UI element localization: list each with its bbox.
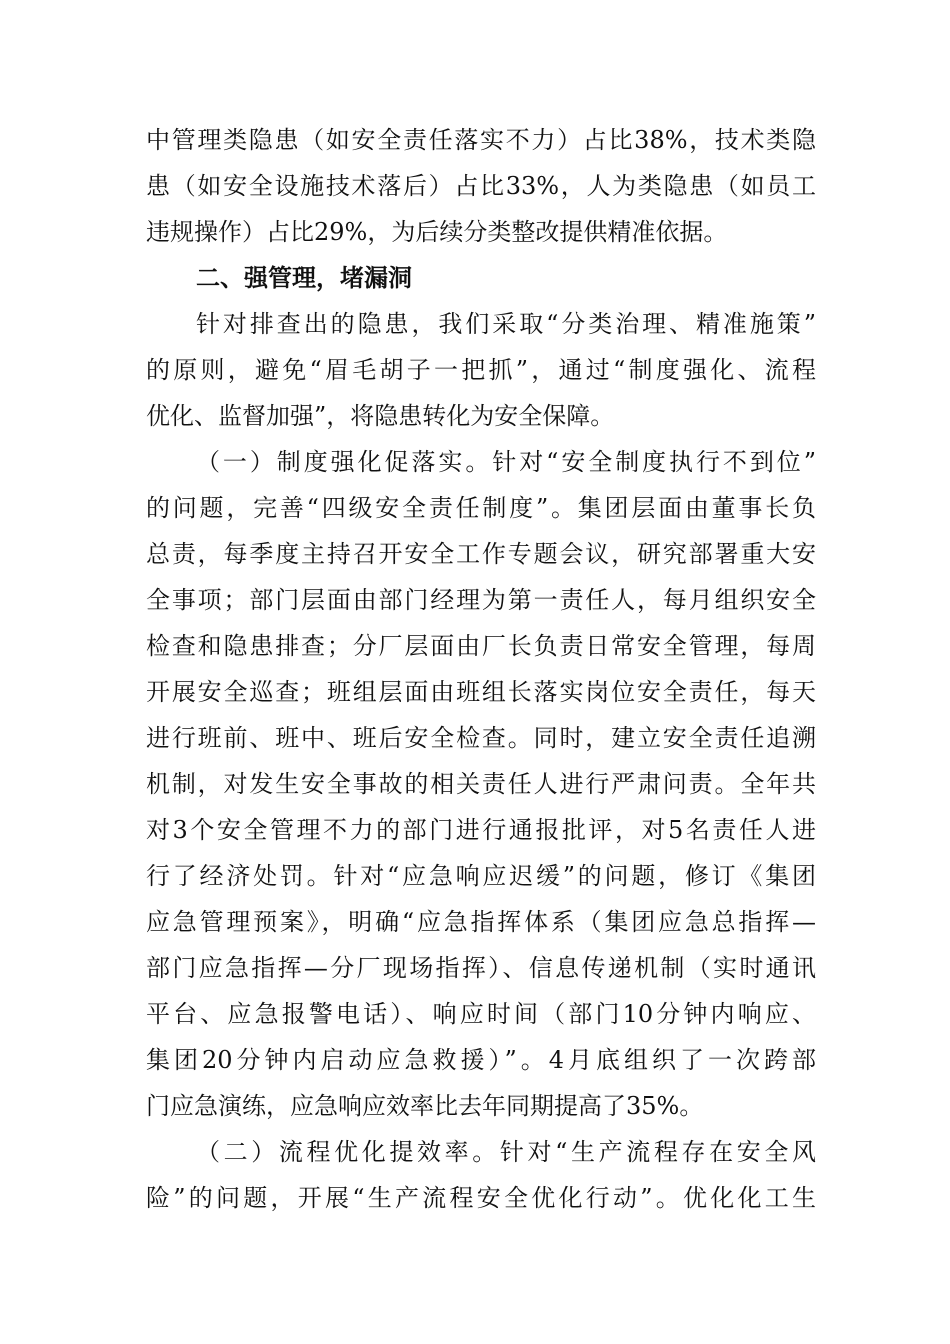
body-text-line: 患（如安全设施技术落后）占比33%，人为类隐患（如员工 [146,172,816,200]
body-text-line: 中管理类隐患（如安全责任落实不力）占比38%，技术类隐 [146,126,816,154]
body-text-line: 总责，每季度主持召开安全工作专题会议，研究部署重大安 [146,540,816,568]
body-text-line: 的原则，避免“眉毛胡子一把抓”，通过“制度强化、流程 [146,356,816,384]
body-text-line: 违规操作）占比29%，为后续分类整改提供精准依据。 [146,218,728,246]
body-text-line: 进行班前、班中、班后安全检查。同时，建立安全责任追溯 [146,724,816,752]
subsection-lead-line: （二）流程优化提效率。针对“生产流程存在安全风 [196,1138,816,1166]
body-text-line: 全事项；部门层面由部门经理为第一责任人，每月组织安全 [146,586,816,614]
section-heading: 二、强管理，堵漏洞 [196,264,412,292]
body-text-line: 的问题，完善“四级安全责任制度”。集团层面由董事长负 [146,494,816,522]
body-text-line: 集团20分钟内启动应急救援）”。4月底组织了一次跨部 [146,1046,816,1074]
body-text-line: 检查和隐患排查；分厂层面由厂长负责日常安全管理，每周 [146,632,816,660]
body-text-line: 优化、监督加强”，将隐患转化为安全保障。 [146,402,615,430]
body-text-line: 平台、应急报警电话）、响应时间（部门10分钟内响应、 [146,1000,816,1028]
body-text-line: 对3个安全管理不力的部门进行通报批评，对5名责任人进 [146,816,816,844]
body-text-line: 应急管理预案》，明确“应急指挥体系（集团应急总指挥— [146,908,816,936]
subsection-lead-line: （一）制度强化促落实。针对“安全制度执行不到位” [196,448,816,476]
body-text-line: 机制，对发生安全事故的相关责任人进行严肃问责。全年共 [146,770,816,798]
body-text-line: 开展安全巡查；班组层面由班组长落实岗位安全责任，每天 [146,678,816,706]
body-text-line: 门应急演练，应急响应效率比去年同期提高了35%。 [146,1092,704,1120]
body-text-line: 险”的问题，开展“生产流程安全优化行动”。优化化工生 [146,1184,816,1212]
body-text-line: 针对排查出的隐患，我们采取“分类治理、精准施策” [196,310,816,338]
body-text-line: 行了经济处罚。针对“应急响应迟缓”的问题，修订《集团 [146,862,816,890]
body-text-line: 部门应急指挥—分厂现场指挥）、信息传递机制（实时通讯 [146,954,816,982]
